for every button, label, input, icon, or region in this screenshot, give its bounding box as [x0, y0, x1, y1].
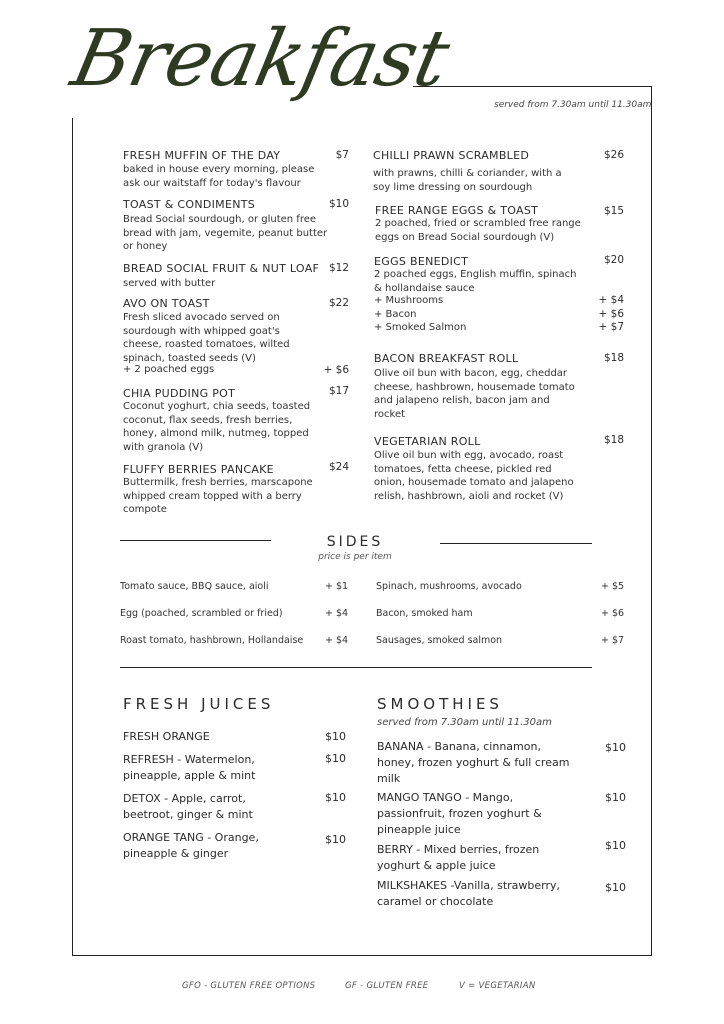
smoothie-line: MILKSHAKES -Vanilla, strawberry, — [377, 879, 561, 892]
menu-item-name: EGGS BENEDICT — [374, 255, 469, 268]
footer-v: V = VEGETARIAN — [459, 981, 536, 991]
desc-line: with granola (V) — [123, 441, 204, 453]
addon-label: + Smoked Salmon — [374, 322, 467, 333]
addon-price: + $7 — [598, 321, 624, 333]
juice-price: $10 — [325, 833, 346, 846]
side-item: Egg (poached, scrambled or fried) — [120, 608, 283, 619]
juice-item — [123, 752, 255, 784]
side-item: Roast tomato, hashbrown, Hollandaise — [120, 635, 304, 646]
menu-item-desc — [123, 476, 313, 517]
side-price: + $4 — [325, 608, 349, 619]
desc-line: & hollandaise sauce — [374, 282, 475, 294]
desc-line: soy lime dressing on sourdough — [373, 181, 533, 193]
smoothie-item — [377, 739, 569, 787]
desc-line: coconut, flax seeds, fresh berries, — [123, 414, 293, 426]
desc-line: Fresh sliced avocado served on — [123, 312, 280, 323]
sides-rule-left — [120, 540, 271, 541]
menu-item-name: CHIA PUDDING POT — [123, 387, 236, 400]
side-item: Bacon, smoked ham — [376, 608, 473, 619]
smoothie-item — [377, 842, 539, 874]
menu-item-desc — [123, 400, 310, 454]
desc-line: bread with jam, vegemite, peanut butter — [123, 227, 328, 239]
menu-item-price: $20 — [603, 254, 624, 266]
desc-line: and jalapeno relish, bacon jam and — [374, 395, 550, 406]
menu-item-price: $12 — [328, 262, 349, 274]
menu-item-desc — [374, 367, 575, 421]
menu-item-price: $10 — [328, 198, 349, 210]
smoothie-line: yoghurt & apple juice — [377, 859, 496, 872]
smoothie-price: $10 — [605, 881, 626, 894]
sides-title: SIDES — [326, 534, 384, 550]
smoothie-line: MANGO TANGO - Mango, — [377, 791, 514, 804]
frame-left-border — [72, 118, 73, 956]
menu-item-price: $26 — [603, 149, 624, 161]
menu-item-price: $22 — [328, 297, 349, 309]
desc-line: 2 poached eggs, English muffin, spinach — [374, 269, 577, 280]
menu-item-name: TOAST & CONDIMENTS — [123, 198, 256, 211]
juice-line: pineapple, apple & mint — [123, 769, 256, 782]
juice-line: ORANGE TANG - Orange, — [123, 831, 259, 844]
desc-line: 2 poached, fried or scrambled free range — [375, 218, 581, 229]
menu-item-desc — [123, 311, 290, 365]
juice-line: DETOX - Apple, carrot, — [123, 792, 246, 805]
juice-line: REFRESH - Watermelon, — [123, 753, 255, 766]
menu-item-price: $18 — [603, 434, 624, 446]
smoothie-line: caramel or chocolate — [377, 895, 494, 908]
desc-line: cheese, roasted tomatoes, wilted — [123, 339, 290, 350]
smoothie-line: pineapple juice — [377, 823, 461, 836]
menu-item-name: FRESH MUFFIN OF THE DAY — [123, 149, 281, 162]
menu-item-desc — [123, 163, 314, 190]
addon-label: + Mushrooms — [374, 295, 444, 306]
frame-top-border — [413, 86, 652, 87]
menu-item-desc — [375, 217, 581, 244]
smoothie-line: BANANA - Banana, cinnamon, — [377, 740, 541, 753]
menu-item-desc — [123, 277, 215, 291]
menu-item-price: $7 — [335, 149, 349, 161]
desc-line: tomatoes, fetta cheese, pickled red — [374, 463, 552, 475]
side-item: Spinach, mushrooms, avocado — [376, 581, 522, 592]
frame-bottom-border — [72, 955, 652, 956]
smoothie-line: honey, frozen yoghurt & full cream — [377, 756, 570, 769]
smoothie-price: $10 — [605, 791, 626, 804]
smoothie-item — [377, 878, 560, 910]
footer-gfo: GFO - GLUTEN FREE OPTIONS — [182, 981, 316, 991]
juice-line: pineapple & ginger — [123, 847, 229, 860]
menu-item-name: VEGETARIAN ROLL — [374, 435, 481, 448]
desc-line: spinach, toasted seeds (V) — [123, 352, 256, 364]
desc-line: with prawns, chilli & coriander, with a — [373, 168, 562, 179]
desc-line: onion, housemade tomato and jalapeno — [374, 477, 574, 488]
juice-item — [123, 791, 253, 823]
menu-item-price: $18 — [603, 352, 624, 364]
smoothie-line: milk — [377, 772, 401, 785]
menu-item-name: AVO ON TOAST — [123, 297, 210, 310]
side-price: + $7 — [601, 635, 625, 646]
smoothie-price: $10 — [605, 839, 626, 852]
smoothie-price: $10 — [605, 741, 626, 754]
desc-line: Buttermilk, fresh berries, marscapone — [123, 477, 313, 488]
smoothies-served: served from 7.30am until 11.30am — [377, 717, 552, 728]
juice-line: FRESH ORANGE — [123, 730, 210, 743]
smoothie-item — [377, 790, 542, 838]
menu-item-price: $15 — [603, 205, 624, 217]
menu-item-price: $24 — [328, 461, 349, 473]
sides-rule-right — [440, 543, 592, 544]
desc-line: Olive oil bun with egg, avocado, roast — [374, 450, 564, 461]
sides-subtitle: price is per item — [318, 552, 392, 562]
desc-line: or honey — [123, 241, 168, 252]
desc-line: eggs on Bread Social sourdough (V) — [375, 231, 555, 243]
menu-item-name: CHILLI PRAWN SCRAMBLED — [373, 149, 530, 162]
menu-item-name: BREAD SOCIAL FRUIT & NUT LOAF — [123, 262, 320, 275]
menu-item-desc — [374, 268, 576, 295]
footer-gf: GF - GLUTEN FREE — [345, 981, 429, 991]
menu-item-name: FLUFFY BERRIES PANCAKE — [123, 463, 274, 476]
desc-line: baked in house every morning, please — [123, 164, 315, 175]
frame-right-border — [651, 86, 652, 956]
desc-line: compote — [123, 504, 167, 515]
desc-line: Olive oil bun with bacon, egg, cheddar — [374, 368, 568, 379]
page-title: Breakfast — [64, 14, 456, 104]
menu-item-price: $17 — [328, 385, 349, 397]
addon-price: + $6 — [323, 364, 349, 376]
side-price: + $4 — [325, 635, 349, 646]
served-hours: served from 7.30am until 11.30am — [494, 100, 652, 110]
desc-line: Coconut yoghurt, chia seeds, toasted — [123, 401, 311, 412]
juice-price: $10 — [325, 752, 346, 765]
desc-line: whipped cream topped with a berry — [123, 490, 302, 502]
menu-item-name: FREE RANGE EGGS & TOAST — [375, 204, 539, 217]
addon-label: + 2 poached eggs — [123, 364, 215, 375]
juices-title: FRESH JUICES — [123, 695, 275, 713]
menu-item-desc — [123, 213, 327, 254]
smoothies-title: SMOOTHIES — [377, 695, 503, 713]
desc-line: sourdough with whipped goat's — [123, 325, 280, 337]
juice-item — [123, 729, 210, 745]
addon-price: + $6 — [598, 308, 624, 320]
menu-item-desc — [373, 167, 562, 194]
addon-label: + Bacon — [374, 309, 417, 320]
smoothie-line: passionfruit, frozen yoghurt & — [377, 807, 542, 820]
side-item: Tomato sauce, BBQ sauce, aioli — [120, 581, 269, 592]
side-price: + $5 — [601, 581, 625, 592]
menu-item-name: BACON BREAKFAST ROLL — [374, 352, 519, 365]
juice-item — [123, 830, 259, 862]
side-price: + $1 — [325, 581, 349, 592]
desc-line: rocket — [374, 408, 406, 420]
addon-price: + $4 — [598, 294, 624, 306]
desc-line: relish, hashbrown, aioli and rocket (V) — [374, 490, 564, 502]
juice-line: beetroot, ginger & mint — [123, 808, 253, 821]
desc-line: honey, almond milk, nutmeg, topped — [123, 428, 309, 439]
sides-rule-bottom — [120, 667, 592, 668]
desc-line: ask our waitstaff for today's flavour — [123, 177, 301, 189]
menu-item-desc — [374, 449, 574, 503]
side-price: + $6 — [601, 608, 625, 619]
desc-line: cheese, hashbrown, housemade tomato — [374, 381, 575, 393]
juice-price: $10 — [325, 730, 346, 743]
side-item: Sausages, smoked salmon — [376, 635, 503, 646]
desc-line: served with butter — [123, 278, 216, 289]
juice-price: $10 — [325, 791, 346, 804]
desc-line: Bread Social sourdough, or gluten free — [123, 214, 317, 225]
smoothie-line: BERRY - Mixed berries, frozen — [377, 843, 540, 856]
